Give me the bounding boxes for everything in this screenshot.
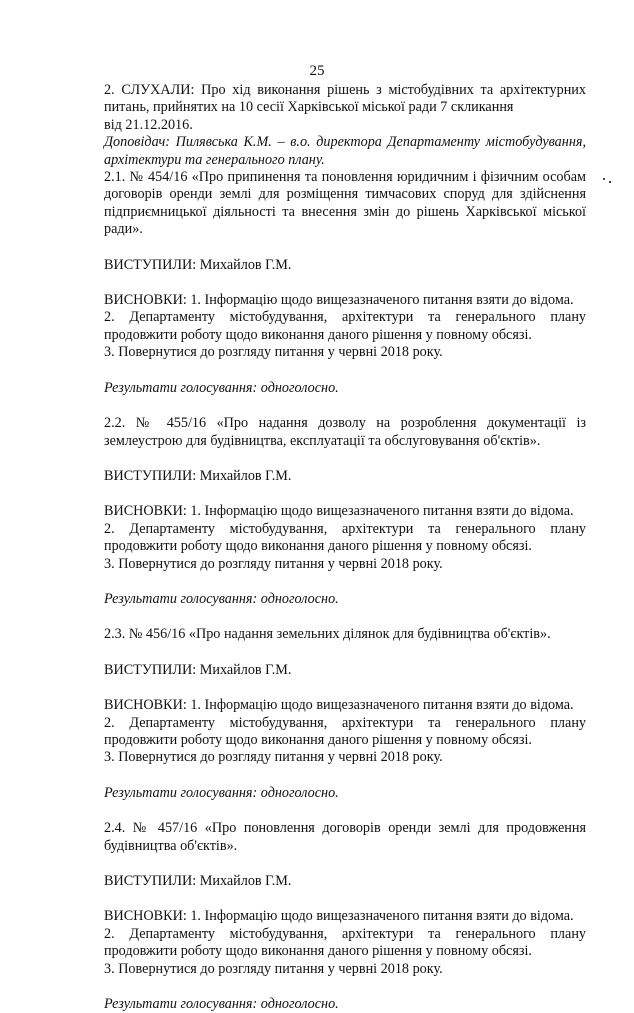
section-heard	[104, 82, 586, 169]
item-title-line: договорів оренди землі для розміщення тимчасових споруд для здійснення	[104, 186, 586, 203]
item-title-line: землеустрою для будівництва, експлуатації та обслуговування об'єктів».	[104, 432, 541, 449]
item-title-line: 2.4. № 457/16 «Про поновлення договорів оренди землі для продовження	[104, 820, 586, 837]
conclusion-line: продовжити роботу щодо виконання даного рішення у повному обсязі.	[104, 943, 532, 960]
page-number: 25	[309, 63, 325, 79]
spoke-line: ВИСТУПИЛИ: Михайлов Г.М.	[104, 256, 292, 273]
item-title-line: 2.1. № 454/16 «Про припинення та поновлення юридичним і фізичним особам	[104, 169, 586, 186]
conclusion-line: ВИСНОВКИ: 1. Інформацію щодо вищезазначеного питання взяти до відома.	[104, 908, 574, 925]
item-title-line: будівництва об'єктів».	[104, 837, 238, 854]
conclusion-line: ВИСНОВКИ: 1. Інформацію щодо вищезазначеного питання взяти до відома.	[104, 697, 574, 714]
vote-result: Результати голосування: одноголосно.	[104, 590, 339, 607]
heard-line: від 21.12.2016.	[104, 116, 193, 133]
conclusion-line: 2. Департаменту містобудування, архітектури та генерального плану	[104, 925, 586, 942]
conclusion-line: 2. Департаменту містобудування, архітектури та генерального плану	[104, 520, 586, 537]
scan-speck	[603, 178, 605, 180]
document-body	[104, 82, 586, 1013]
vote-result: Результати голосування: одноголосно.	[104, 379, 339, 396]
conclusion-line: ВИСНОВКИ: 1. Інформацію щодо вищезазначеного питання взяти до відома.	[104, 503, 574, 520]
item-title-line: підприємницької діяльності та внесення змін до рішень Харківської міської	[104, 203, 586, 220]
speaker-line: Доповідач: Пилявська К.М. – в.о. директора Департаменту містобудування,	[104, 134, 586, 151]
conclusion-line: 2. Департаменту містобудування, архітектури та генерального плану	[104, 309, 586, 326]
conclusion-line: 3. Повернутися до розгляду питання у червні 2018 року.	[104, 749, 443, 766]
speaker-line: архітектури та генерального плану.	[104, 151, 325, 168]
item-title-line: ради».	[104, 221, 143, 238]
spoke-line: ВИСТУПИЛИ: Михайлов Г.М.	[104, 661, 292, 678]
agenda-item	[104, 415, 586, 626]
agenda-item	[104, 820, 586, 1013]
conclusion-line: 2. Департаменту містобудування, архітектури та генерального плану	[104, 714, 586, 731]
conclusion-line: 3. Повернутися до розгляду питання у червні 2018 року.	[104, 344, 443, 361]
conclusion-line: продовжити роботу щодо виконання даного рішення у повному обсязі.	[104, 538, 532, 555]
agenda-item	[104, 169, 586, 415]
vote-result: Результати голосування: одноголосно.	[104, 996, 339, 1013]
scan-speck	[609, 181, 611, 183]
item-title-line: 2.3. № 456/16 «Про надання земельних ділянок для будівництва об'єктів».	[104, 626, 551, 643]
conclusion-line: ВИСНОВКИ: 1. Інформацію щодо вищезазначеного питання взяти до відома.	[104, 292, 574, 309]
conclusion-line: 3. Повернутися до розгляду питання у червні 2018 року.	[104, 960, 443, 977]
spoke-line: ВИСТУПИЛИ: Михайлов Г.М.	[104, 467, 292, 484]
agenda-item	[104, 626, 586, 820]
conclusion-line: продовжити роботу щодо виконання даного рішення у повному обсязі.	[104, 731, 532, 748]
conclusion-line: 3. Повернутися до розгляду питання у червні 2018 року.	[104, 555, 443, 572]
heard-line: 2. СЛУХАЛИ: Про хід виконання рішень з містобудівних та архітектурних	[104, 82, 586, 98]
heard-line: питань, прийнятих на 10 сесії Харківської міської ради 7 скликання	[104, 99, 514, 116]
conclusion-line: продовжити роботу щодо виконання даного рішення у повному обсязі.	[104, 326, 532, 343]
spoke-line: ВИСТУПИЛИ: Михайлов Г.М.	[104, 873, 292, 889]
vote-result: Результати голосування: одноголосно.	[104, 784, 339, 801]
item-title-line: 2.2. № 455/16 «Про надання дозволу на розроблення документації із	[104, 415, 586, 432]
